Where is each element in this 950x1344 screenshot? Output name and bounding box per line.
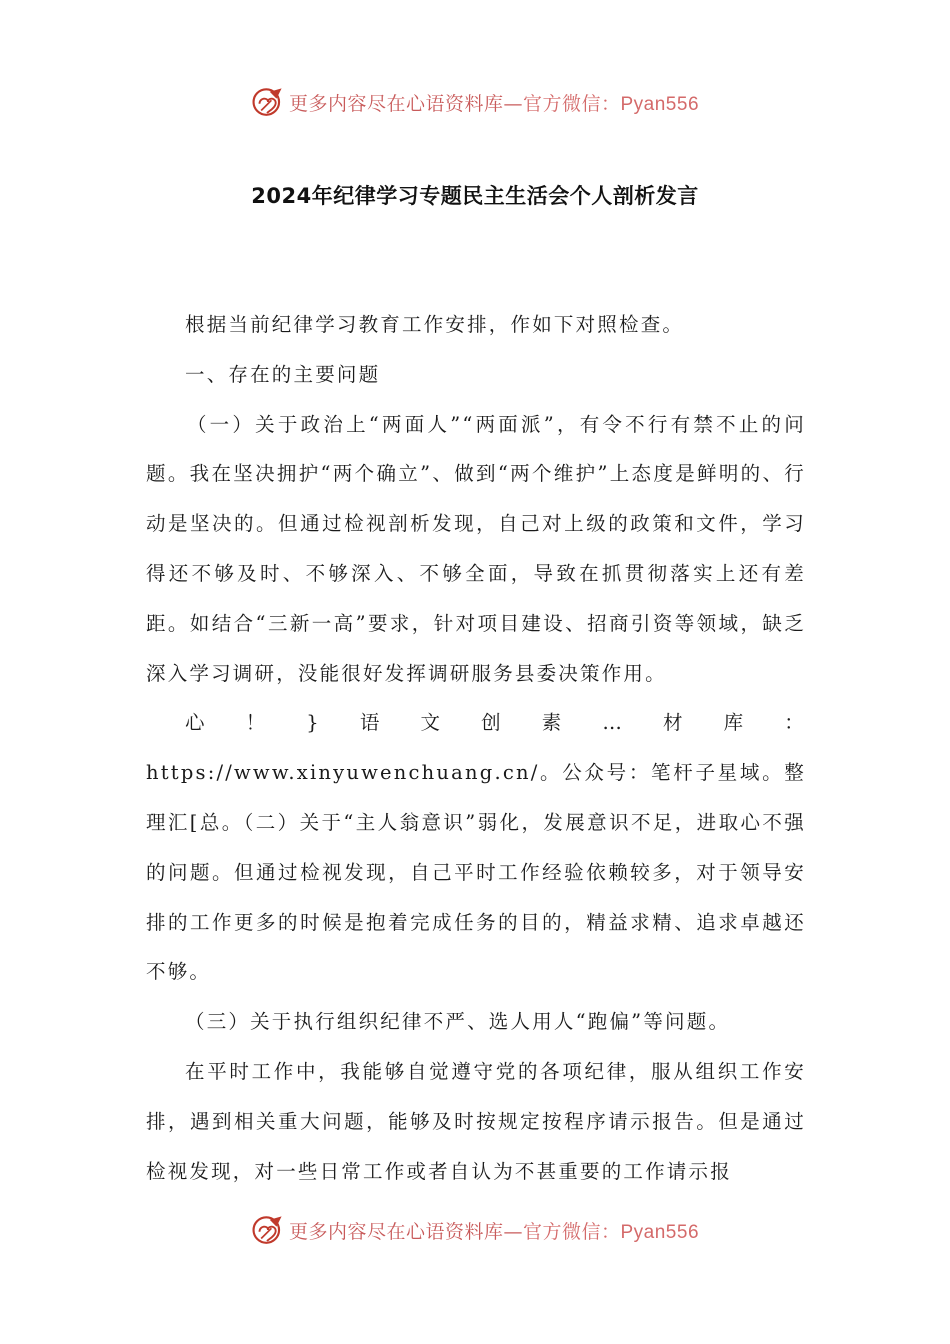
watermark-site: 更多内容尽在心语资料库—	[288, 92, 523, 115]
pen-heart-logo-icon	[251, 85, 285, 119]
pen-heart-logo-icon	[251, 1213, 285, 1247]
watermark-text	[289, 89, 699, 116]
paragraph-issue-3-heading: （三）关于执行组织纪律不严、选人用人“跑偏”等问题。	[185, 1010, 731, 1034]
document-body	[146, 300, 806, 1196]
paragraph-intro: 根据当前纪律学习教育工作安排，作如下对照检查。	[185, 313, 685, 336]
document-title: 2024年纪律学习专题民主生活会个人剖析发言	[251, 184, 699, 208]
paragraph-issue-3-body: 在平时工作中，我能够自觉遵守党的各项纪律，服从组织工作安排，遇到相关重大问题，能够及时按规定按程序请示报告。但是通过检视发现，对一些日常工作或者自认为不甚重要的工作请示报	[146, 1059, 806, 1183]
watermark-text	[289, 1217, 699, 1244]
paragraph-issue-1: （一）关于政治上“两面人”“两面派”，有令不行有禁不止的问题。我在坚决拥护“两个确立”、做到“两个维护”上态度是鲜明的、行动是坚决的。但通过检视剖析发现，自己对上级的政策和文件，学习得还不够及时、不够深入、不够全面，导致在抓贯彻落实上还有差距。如结合“三新一高”要求，针对项目建设、招商引资等领域，缺乏深入学习调研，没能很好发挥调研服务县委决策作用。	[146, 412, 806, 685]
header-watermark	[0, 82, 950, 122]
section-heading: 一、存在的主要问题	[185, 362, 381, 386]
paragraph-issue-2: 心！}语文创素…材库：https://www.xinyuwenchuang.cn/。公众号：笔杆子星域。整理汇[总。（二）关于“主人翁意识”弱化，发展意识不足，进取心不强的问题。但通过检视发现，自己平时工作经验依赖较多，对于领导安排的工作更多的时候是抱着完成任务的目的，精益求精、追求卓越还不够。	[146, 711, 806, 984]
watermark-site: 更多内容尽在心语资料库—	[288, 1220, 523, 1243]
footer-watermark	[0, 1210, 950, 1250]
watermark-wechat: 官方微信：Pyan556	[523, 93, 700, 115]
watermark-wechat: 官方微信：Pyan556	[523, 1221, 700, 1243]
